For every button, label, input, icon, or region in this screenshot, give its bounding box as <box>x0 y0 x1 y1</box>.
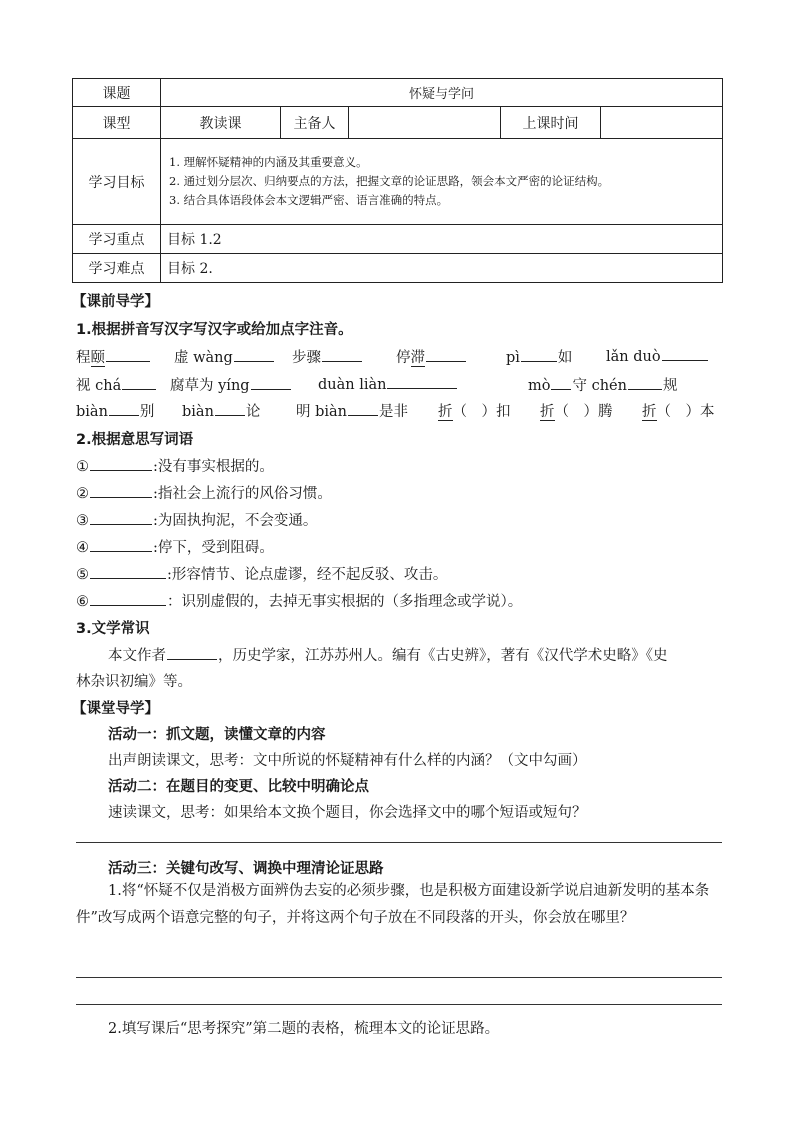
pinyin-item: 视 chá <box>76 374 157 395</box>
answer-blank[interactable] <box>90 510 152 525</box>
pinyin-item: 程颐 <box>76 346 151 367</box>
q1-title: 1.根据拼音写汉字写汉字或给加点字注音。 <box>76 322 353 338</box>
pinyin-item: mò 守 chén 规 <box>528 374 677 395</box>
answer-blank[interactable] <box>90 564 166 579</box>
literature-line: 林杂识初编》等。 <box>76 674 192 690</box>
answer-blank[interactable] <box>521 347 557 362</box>
answer-line[interactable] <box>76 977 722 978</box>
activity-1-title: 活动一：抓文题，读懂文章的内容 <box>108 727 326 743</box>
vocab-item: ② :指社会上流行的风俗习惯。 <box>76 482 332 503</box>
row-difficulty <box>73 254 723 283</box>
row-type <box>73 107 723 139</box>
pinyin-item: 折（ ）本 <box>642 404 715 420</box>
answer-blank[interactable] <box>106 347 150 362</box>
answer-blank[interactable] <box>426 347 466 362</box>
label-focus: 学习重点 <box>73 225 161 254</box>
vocab-item: ④ :停下，受到阻碍。 <box>76 536 274 557</box>
goal-item: 3. 结合具体语段体会本文逻辑严密、语言准确的特点。 <box>169 193 449 207</box>
label-class-time: 上课时间 <box>501 107 601 139</box>
goals-cell <box>161 139 723 225</box>
answer-blank[interactable] <box>348 401 378 416</box>
pinyin-item: 折（ ）腾 <box>540 404 613 420</box>
lesson-type: 教读课 <box>161 107 281 139</box>
row-topic <box>73 79 723 107</box>
answer-line[interactable] <box>76 1004 722 1005</box>
answer-blank[interactable] <box>90 456 152 471</box>
vocab-item: ⑥ ：识别虚假的，去掉无事实根据的（多指理念或学说）。 <box>76 590 522 611</box>
vocab-item: ① :没有事实根据的。 <box>76 455 274 476</box>
answer-blank[interactable] <box>387 374 457 389</box>
answer-blank[interactable] <box>90 591 166 606</box>
pinyin-item: 虚 wàng <box>174 346 275 367</box>
answer-blank[interactable] <box>251 375 291 390</box>
pinyin-item: 明 biàn 是非 <box>296 400 408 421</box>
activity-2-title: 活动二：在题目的变更、比较中明确论点 <box>108 779 369 795</box>
pinyin-item: 腐草为 yíng <box>170 374 292 395</box>
label-goals: 学习目标 <box>73 139 161 225</box>
vocab-item: ③ :为固执拘泥，不会变通。 <box>76 509 317 530</box>
label-type: 课型 <box>73 107 161 139</box>
preparer-field[interactable] <box>349 107 501 139</box>
answer-line[interactable] <box>76 842 722 843</box>
answer-blank[interactable] <box>109 401 139 416</box>
goal-item: 1. 理解怀疑精神的内涵及其重要意义。 <box>169 155 368 169</box>
activity-2-text: 速读课文，思考：如果给本文换个题目，你会选择文中的哪个短语或短句？ <box>108 805 587 821</box>
answer-blank[interactable] <box>90 537 152 552</box>
in-class-heading: 【课堂导学】 <box>72 701 159 717</box>
answer-blank[interactable] <box>551 375 571 390</box>
label-difficulty: 学习难点 <box>73 254 161 283</box>
goal-item: 2. 通过划分层次、归纳要点的方法，把握文章的论证思路，领会本文严密的论证结构。 <box>169 174 610 188</box>
q2-title: 2.根据意思写词语 <box>76 432 194 448</box>
pinyin-item: 步骤 <box>292 346 363 367</box>
pinyin-item: 折（ ）扣 <box>438 404 511 420</box>
answer-blank[interactable] <box>662 346 708 361</box>
answer-blank[interactable] <box>122 375 156 390</box>
pinyin-item: 停滞 <box>396 346 467 367</box>
focus-value: 目标 1.2 <box>161 225 723 254</box>
label-preparer: 主备人 <box>281 107 349 139</box>
answer-blank[interactable] <box>167 645 217 660</box>
row-focus <box>73 225 723 254</box>
label-topic: 课题 <box>73 79 161 107</box>
answer-blank[interactable] <box>234 347 274 362</box>
pinyin-item: biàn 论 <box>182 400 260 421</box>
class-time-field[interactable] <box>601 107 723 139</box>
vocab-item: ⑤ :形容情节、论点虚谬，经不起反驳、攻击。 <box>76 563 447 584</box>
pinyin-item: lǎn duò <box>606 346 709 365</box>
answer-blank[interactable] <box>322 347 362 362</box>
pinyin-item: duàn liàn <box>318 374 458 393</box>
pre-class-heading: 【课前导学】 <box>72 294 159 310</box>
answer-blank[interactable] <box>90 483 152 498</box>
activity-1-text: 出声朗读课文，思考：文中所说的怀疑精神有什么样的内涵？（文中勾画） <box>108 753 587 769</box>
answer-blank[interactable] <box>215 401 245 416</box>
answer-blank[interactable] <box>628 375 662 390</box>
activity-3-question-2: 2.填写课后“思考探究”第二题的表格，梳理本文的论证思路。 <box>108 1021 500 1037</box>
pinyin-item: biàn 别 <box>76 400 154 421</box>
activity-3-question-1: 1.将“怀疑不仅是消极方面辨伪去妄的必须步骤，也是积极方面建设新学说启迪新发明的基本条件”改写成两个语意完整的句子，并将这两个句子放在不同段落的开头，你会放在哪里？ <box>76 883 710 926</box>
row-goals <box>73 139 723 225</box>
lesson-title: 怀疑与学问 <box>161 79 723 107</box>
literature-line: 本文作者 ，历史学家，江苏苏州人。编有《古史辨》，著有《汉代学术史略》《史 <box>108 644 668 665</box>
q3-title: 3.文学常识 <box>76 621 150 637</box>
pinyin-item: pì 如 <box>506 346 572 367</box>
difficulty-value: 目标 2. <box>161 254 723 283</box>
lesson-info-table <box>72 78 723 283</box>
activity-3-title: 活动三：关键句改写、调换中理清论证思路 <box>108 861 384 877</box>
